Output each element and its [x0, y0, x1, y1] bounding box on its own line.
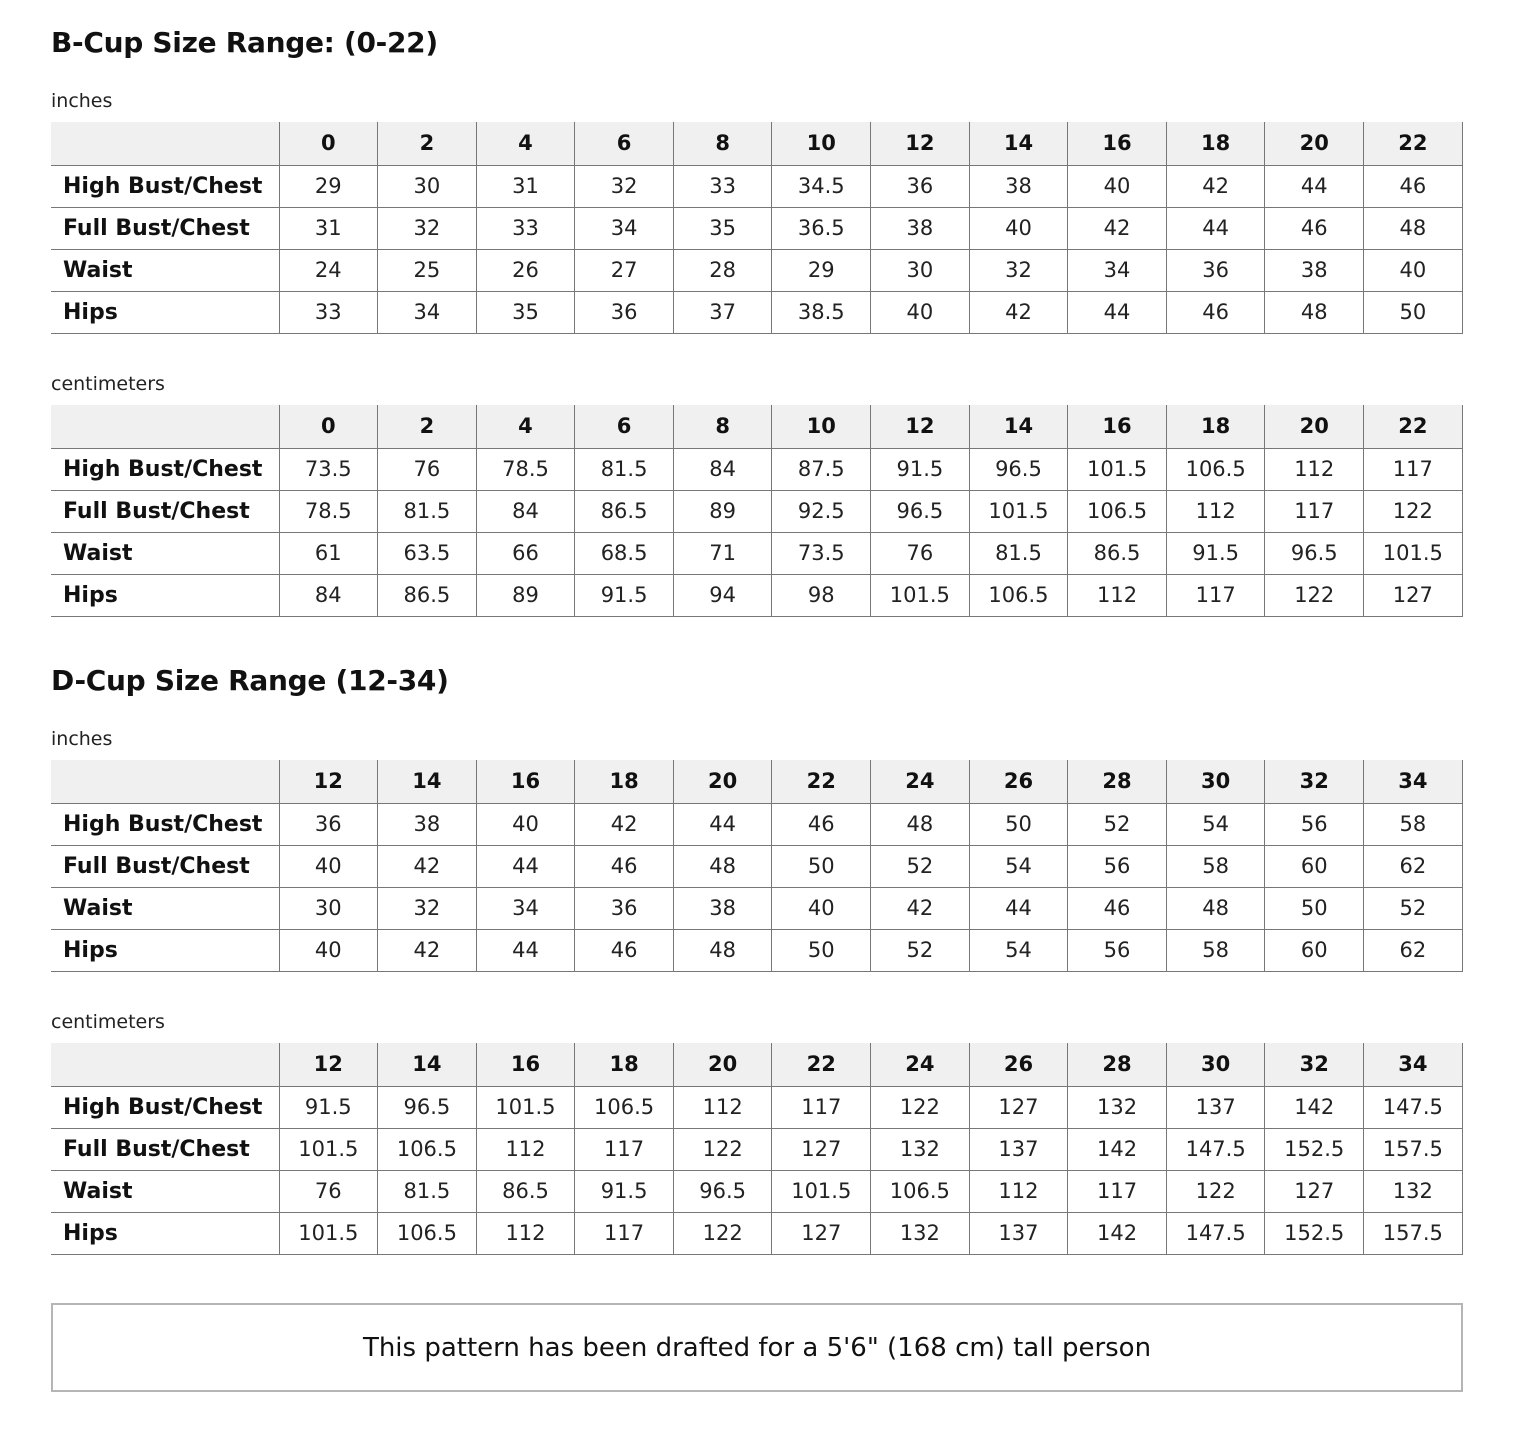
measurement-value: 46	[1166, 291, 1265, 333]
measurement-value: 52	[1068, 803, 1167, 845]
measurement-value: 89	[476, 574, 575, 616]
measurement-value: 56	[1068, 845, 1167, 887]
measurement-value: 73.5	[279, 448, 378, 490]
measurement-value: 60	[1265, 845, 1364, 887]
measurement-value: 101.5	[279, 1128, 378, 1170]
measurement-value: 35	[476, 291, 575, 333]
measurement-value: 44	[673, 803, 772, 845]
size-header-cell: 10	[772, 122, 871, 165]
measurement-value: 44	[1265, 165, 1364, 207]
measurement-value: 40	[279, 845, 378, 887]
measurement-value: 50	[1265, 887, 1364, 929]
measurement-value: 147.5	[1166, 1212, 1265, 1254]
measurement-value: 122	[871, 1086, 970, 1128]
size-header-cell: 20	[1265, 405, 1364, 448]
size-header-cell: 16	[1068, 122, 1167, 165]
measurement-value: 58	[1166, 929, 1265, 971]
measurement-value: 30	[871, 249, 970, 291]
size-header-cell: 20	[673, 760, 772, 803]
measurement-value: 24	[279, 249, 378, 291]
size-header-cell: 2	[378, 405, 477, 448]
measurement-value: 46	[1068, 887, 1167, 929]
measurement-value: 122	[673, 1128, 772, 1170]
size-header-cell: 32	[1265, 760, 1364, 803]
measurement-value: 137	[969, 1212, 1068, 1254]
measurement-value: 117	[1364, 448, 1463, 490]
measurement-value: 33	[279, 291, 378, 333]
measurement-value: 44	[1068, 291, 1167, 333]
measurement-value: 81.5	[378, 490, 477, 532]
measurement-value: 117	[1068, 1170, 1167, 1212]
measurement-value: 76	[279, 1170, 378, 1212]
measurement-value: 48	[1265, 291, 1364, 333]
measurement-value: 32	[378, 207, 477, 249]
measurement-value: 42	[378, 845, 477, 887]
measurement-value: 147.5	[1166, 1128, 1265, 1170]
measurement-value: 122	[1166, 1170, 1265, 1212]
measurement-value: 36	[575, 291, 674, 333]
measurement-value: 40	[279, 929, 378, 971]
measurement-value: 48	[673, 929, 772, 971]
size-header-cell: 34	[1364, 1043, 1463, 1086]
measurement-value: 50	[1364, 291, 1463, 333]
measurement-value: 84	[279, 574, 378, 616]
size-header-row	[51, 1043, 1462, 1086]
measurement-value: 56	[1265, 803, 1364, 845]
size-header-cell: 26	[969, 1043, 1068, 1086]
table-row	[51, 845, 1462, 887]
size-header-cell: 18	[575, 760, 674, 803]
measurement-value: 76	[378, 448, 477, 490]
measurement-value: 91.5	[279, 1086, 378, 1128]
measurement-value: 76	[871, 532, 970, 574]
measurement-value: 112	[476, 1212, 575, 1254]
b-cup-centimeters-label: centimeters	[51, 373, 165, 395]
measurement-value: 91.5	[575, 574, 674, 616]
measurement-value: 117	[772, 1086, 871, 1128]
measurement-value: 101.5	[1068, 448, 1167, 490]
measurement-value: 38	[969, 165, 1068, 207]
measurement-value: 96.5	[871, 490, 970, 532]
measurement-value: 132	[871, 1128, 970, 1170]
measurement-value: 38.5	[772, 291, 871, 333]
measurement-label: Waist	[51, 249, 279, 291]
table-row	[51, 291, 1462, 333]
header-corner-cell	[51, 405, 279, 448]
measurement-value: 94	[673, 574, 772, 616]
measurement-value: 25	[378, 249, 477, 291]
table-row	[51, 803, 1462, 845]
d-cup-centimeters-label: centimeters	[51, 1011, 165, 1033]
measurement-value: 112	[1265, 448, 1364, 490]
size-header-cell: 18	[575, 1043, 674, 1086]
measurement-value: 42	[871, 887, 970, 929]
measurement-value: 46	[772, 803, 871, 845]
measurement-value: 84	[673, 448, 772, 490]
measurement-value: 29	[279, 165, 378, 207]
measurement-value: 106.5	[871, 1170, 970, 1212]
measurement-value: 62	[1364, 929, 1463, 971]
measurement-value: 106.5	[575, 1086, 674, 1128]
measurement-value: 27	[575, 249, 674, 291]
measurement-value: 35	[673, 207, 772, 249]
measurement-label: High Bust/Chest	[51, 165, 279, 207]
measurement-value: 54	[1166, 803, 1265, 845]
measurement-value: 36	[1166, 249, 1265, 291]
measurement-value: 34	[378, 291, 477, 333]
measurement-value: 147.5	[1364, 1086, 1463, 1128]
size-header-row	[51, 122, 1462, 165]
measurement-value: 96.5	[378, 1086, 477, 1128]
measurement-value: 42	[969, 291, 1068, 333]
measurement-value: 132	[1068, 1086, 1167, 1128]
measurement-value: 40	[871, 291, 970, 333]
measurement-value: 86.5	[476, 1170, 575, 1212]
measurement-value: 48	[871, 803, 970, 845]
b-cup-inches-table	[51, 122, 1463, 334]
measurement-value: 34	[476, 887, 575, 929]
measurement-label: High Bust/Chest	[51, 803, 279, 845]
measurement-value: 122	[1265, 574, 1364, 616]
measurement-value: 60	[1265, 929, 1364, 971]
measurement-value: 101.5	[871, 574, 970, 616]
measurement-label: Hips	[51, 574, 279, 616]
measurement-value: 96.5	[1265, 532, 1364, 574]
table-row	[51, 929, 1462, 971]
measurement-value: 78.5	[279, 490, 378, 532]
measurement-value: 81.5	[969, 532, 1068, 574]
measurement-value: 91.5	[575, 1170, 674, 1212]
measurement-value: 71	[673, 532, 772, 574]
measurement-value: 38	[871, 207, 970, 249]
table-row	[51, 1170, 1462, 1212]
measurement-value: 81.5	[575, 448, 674, 490]
measurement-value: 112	[969, 1170, 1068, 1212]
measurement-value: 54	[969, 845, 1068, 887]
table-row	[51, 887, 1462, 929]
measurement-value: 33	[673, 165, 772, 207]
measurement-value: 96.5	[969, 448, 1068, 490]
measurement-value: 152.5	[1265, 1212, 1364, 1254]
measurement-value: 34	[575, 207, 674, 249]
measurement-value: 112	[476, 1128, 575, 1170]
measurement-value: 44	[476, 845, 575, 887]
measurement-value: 48	[673, 845, 772, 887]
d-cup-inches-table	[51, 760, 1463, 972]
measurement-value: 89	[673, 490, 772, 532]
measurement-value: 32	[969, 249, 1068, 291]
size-header-cell: 6	[575, 405, 674, 448]
measurement-value: 127	[1265, 1170, 1364, 1212]
size-header-cell: 12	[871, 405, 970, 448]
measurement-label: Waist	[51, 887, 279, 929]
measurement-label: Hips	[51, 929, 279, 971]
measurement-value: 122	[1364, 490, 1463, 532]
d-cup-inches-label: inches	[51, 728, 113, 750]
size-header-cell: 20	[673, 1043, 772, 1086]
size-header-cell: 22	[1364, 405, 1463, 448]
measurement-value: 40	[1068, 165, 1167, 207]
measurement-label: Full Bust/Chest	[51, 1128, 279, 1170]
measurement-value: 42	[575, 803, 674, 845]
size-header-cell: 16	[1068, 405, 1167, 448]
measurement-value: 86.5	[378, 574, 477, 616]
measurement-value: 84	[476, 490, 575, 532]
size-header-cell: 32	[1265, 1043, 1364, 1086]
measurement-value: 26	[476, 249, 575, 291]
measurement-value: 86.5	[1068, 532, 1167, 574]
measurement-value: 38	[378, 803, 477, 845]
table-row	[51, 207, 1462, 249]
measurement-value: 40	[476, 803, 575, 845]
size-header-cell: 16	[476, 1043, 575, 1086]
measurement-value: 78.5	[476, 448, 575, 490]
measurement-value: 36	[871, 165, 970, 207]
measurement-label: Hips	[51, 291, 279, 333]
size-header-cell: 24	[871, 760, 970, 803]
size-header-cell: 2	[378, 122, 477, 165]
size-header-cell: 22	[1364, 122, 1463, 165]
measurement-value: 68.5	[575, 532, 674, 574]
measurement-value: 117	[1166, 574, 1265, 616]
measurement-value: 56	[1068, 929, 1167, 971]
d-cup-centimeters-table	[51, 1043, 1463, 1255]
measurement-label: Full Bust/Chest	[51, 490, 279, 532]
measurement-value: 36	[575, 887, 674, 929]
measurement-value: 101.5	[476, 1086, 575, 1128]
d-cup-title: D-Cup Size Range (12-34)	[51, 664, 449, 697]
measurement-value: 157.5	[1364, 1128, 1463, 1170]
measurement-value: 91.5	[871, 448, 970, 490]
size-header-cell: 0	[279, 405, 378, 448]
size-header-row	[51, 405, 1462, 448]
measurement-value: 127	[1364, 574, 1463, 616]
size-header-cell: 10	[772, 405, 871, 448]
measurement-value: 40	[1364, 249, 1463, 291]
measurement-value: 52	[871, 929, 970, 971]
size-header-cell: 28	[1068, 1043, 1167, 1086]
measurement-value: 127	[772, 1212, 871, 1254]
measurement-value: 63.5	[378, 532, 477, 574]
b-cup-centimeters-table	[51, 405, 1463, 617]
measurement-value: 96.5	[673, 1170, 772, 1212]
measurement-value: 52	[1364, 887, 1463, 929]
measurement-value: 122	[673, 1212, 772, 1254]
measurement-label: High Bust/Chest	[51, 448, 279, 490]
measurement-value: 87.5	[772, 448, 871, 490]
measurement-value: 142	[1068, 1128, 1167, 1170]
measurement-value: 31	[476, 165, 575, 207]
measurement-value: 48	[1364, 207, 1463, 249]
measurement-value: 44	[969, 887, 1068, 929]
measurement-value: 117	[575, 1212, 674, 1254]
measurement-value: 101.5	[772, 1170, 871, 1212]
table-row	[51, 448, 1462, 490]
measurement-value: 112	[1068, 574, 1167, 616]
table-row	[51, 490, 1462, 532]
size-header-row	[51, 760, 1462, 803]
measurement-label: High Bust/Chest	[51, 1086, 279, 1128]
size-header-cell: 12	[279, 760, 378, 803]
header-corner-cell	[51, 122, 279, 165]
measurement-value: 42	[1166, 165, 1265, 207]
size-header-cell: 18	[1166, 405, 1265, 448]
header-corner-cell	[51, 1043, 279, 1086]
measurement-value: 46	[575, 845, 674, 887]
measurement-value: 106.5	[1068, 490, 1167, 532]
measurement-value: 106.5	[1166, 448, 1265, 490]
measurement-value: 101.5	[1364, 532, 1463, 574]
table-row	[51, 1086, 1462, 1128]
measurement-value: 37	[673, 291, 772, 333]
measurement-value: 58	[1166, 845, 1265, 887]
measurement-value: 66	[476, 532, 575, 574]
measurement-value: 50	[772, 845, 871, 887]
measurement-value: 42	[378, 929, 477, 971]
measurement-value: 61	[279, 532, 378, 574]
size-header-cell: 14	[969, 122, 1068, 165]
measurement-value: 52	[871, 845, 970, 887]
header-corner-cell	[51, 760, 279, 803]
measurement-label: Waist	[51, 532, 279, 574]
measurement-value: 30	[279, 887, 378, 929]
table-row	[51, 574, 1462, 616]
table-row	[51, 249, 1462, 291]
size-header-cell: 12	[871, 122, 970, 165]
measurement-value: 50	[969, 803, 1068, 845]
size-header-cell: 12	[279, 1043, 378, 1086]
measurement-value: 46	[1364, 165, 1463, 207]
measurement-value: 36	[279, 803, 378, 845]
measurement-value: 46	[575, 929, 674, 971]
measurement-value: 34.5	[772, 165, 871, 207]
size-header-cell: 14	[378, 1043, 477, 1086]
measurement-value: 58	[1364, 803, 1463, 845]
height-note-box	[51, 1303, 1463, 1392]
measurement-value: 33	[476, 207, 575, 249]
size-header-cell: 30	[1166, 760, 1265, 803]
measurement-value: 152.5	[1265, 1128, 1364, 1170]
measurement-label: Full Bust/Chest	[51, 845, 279, 887]
b-cup-title: B-Cup Size Range: (0-22)	[51, 26, 438, 59]
measurement-value: 117	[575, 1128, 674, 1170]
measurement-value: 44	[476, 929, 575, 971]
size-header-cell: 24	[871, 1043, 970, 1086]
measurement-value: 42	[1068, 207, 1167, 249]
size-header-cell: 14	[378, 760, 477, 803]
size-header-cell: 8	[673, 405, 772, 448]
measurement-value: 112	[1166, 490, 1265, 532]
measurement-value: 106.5	[378, 1212, 477, 1254]
measurement-value: 32	[575, 165, 674, 207]
measurement-value: 86.5	[575, 490, 674, 532]
measurement-value: 81.5	[378, 1170, 477, 1212]
measurement-value: 101.5	[969, 490, 1068, 532]
measurement-value: 137	[969, 1128, 1068, 1170]
measurement-value: 50	[772, 929, 871, 971]
measurement-value: 132	[871, 1212, 970, 1254]
table-row	[51, 1128, 1462, 1170]
size-header-cell: 22	[772, 760, 871, 803]
measurement-value: 48	[1166, 887, 1265, 929]
size-header-cell: 22	[772, 1043, 871, 1086]
height-note-text: This pattern has been drafted for a 5'6" (168 cm) tall person	[362, 1332, 1152, 1363]
measurement-value: 112	[673, 1086, 772, 1128]
measurement-value: 31	[279, 207, 378, 249]
measurement-value: 117	[1265, 490, 1364, 532]
measurement-value: 106.5	[378, 1128, 477, 1170]
measurement-value: 38	[673, 887, 772, 929]
b-cup-inches-label: inches	[51, 90, 113, 112]
size-header-cell: 6	[575, 122, 674, 165]
measurement-value: 137	[1166, 1086, 1265, 1128]
measurement-value: 132	[1364, 1170, 1463, 1212]
measurement-value: 46	[1265, 207, 1364, 249]
size-header-cell: 4	[476, 405, 575, 448]
size-header-cell: 18	[1166, 122, 1265, 165]
measurement-value: 142	[1068, 1212, 1167, 1254]
size-header-cell: 26	[969, 760, 1068, 803]
measurement-value: 91.5	[1166, 532, 1265, 574]
measurement-value: 54	[969, 929, 1068, 971]
measurement-value: 127	[969, 1086, 1068, 1128]
measurement-value: 36.5	[772, 207, 871, 249]
table-row	[51, 532, 1462, 574]
measurement-value: 62	[1364, 845, 1463, 887]
table-row	[51, 1212, 1462, 1254]
measurement-value: 157.5	[1364, 1212, 1463, 1254]
measurement-value: 101.5	[279, 1212, 378, 1254]
size-header-cell: 20	[1265, 122, 1364, 165]
measurement-value: 106.5	[969, 574, 1068, 616]
measurement-value: 44	[1166, 207, 1265, 249]
table-row	[51, 165, 1462, 207]
measurement-value: 30	[378, 165, 477, 207]
measurement-value: 92.5	[772, 490, 871, 532]
measurement-value: 29	[772, 249, 871, 291]
size-header-cell: 8	[673, 122, 772, 165]
measurement-label: Full Bust/Chest	[51, 207, 279, 249]
measurement-value: 38	[1265, 249, 1364, 291]
measurement-value: 73.5	[772, 532, 871, 574]
measurement-value: 40	[969, 207, 1068, 249]
size-header-cell: 28	[1068, 760, 1167, 803]
measurement-label: Waist	[51, 1170, 279, 1212]
size-header-cell: 34	[1364, 760, 1463, 803]
size-header-cell: 0	[279, 122, 378, 165]
measurement-label: Hips	[51, 1212, 279, 1254]
measurement-value: 28	[673, 249, 772, 291]
measurement-value: 34	[1068, 249, 1167, 291]
measurement-value: 142	[1265, 1086, 1364, 1128]
measurement-value: 40	[772, 887, 871, 929]
measurement-value: 127	[772, 1128, 871, 1170]
size-header-cell: 30	[1166, 1043, 1265, 1086]
measurement-value: 32	[378, 887, 477, 929]
size-header-cell: 4	[476, 122, 575, 165]
measurement-value: 98	[772, 574, 871, 616]
size-header-cell: 14	[969, 405, 1068, 448]
size-header-cell: 16	[476, 760, 575, 803]
